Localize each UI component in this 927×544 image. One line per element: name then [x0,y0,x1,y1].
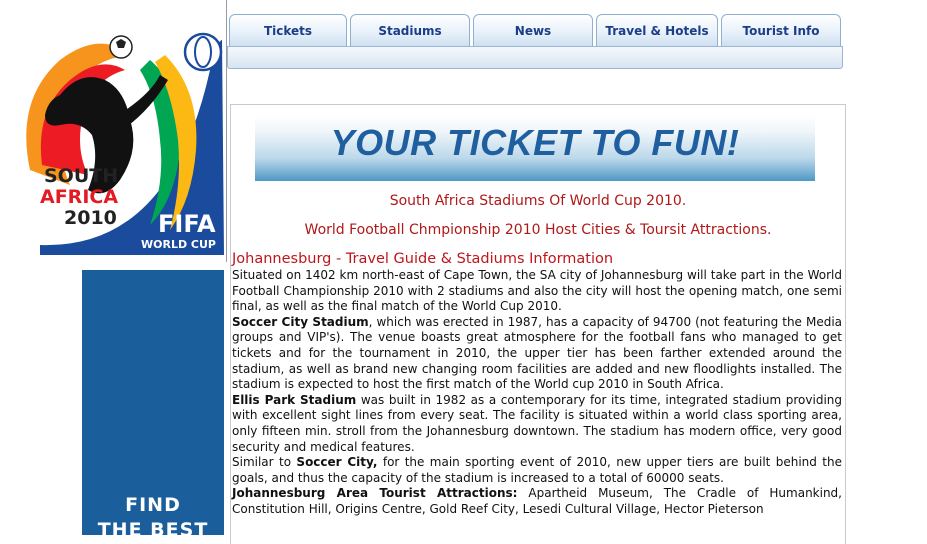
ticket-banner[interactable] [255,116,815,181]
page-subtitle-stadiums: South Africa Stadiums Of World Cup 2010. [389,193,687,209]
promo-text-find: FIND [125,494,181,516]
tab-stadiums[interactable]: Stadiums [350,14,470,46]
attractions-text: Apartheid Museum, The Cradle of Humankind, Constitution Hill, Origins Centre, Gold Reef City, Lesedi Cultural Village, Hector Pieterson [232,486,842,516]
banner-title: YOUR TICKET TO FUN! [330,122,740,163]
attractions-label: Johannesburg Area Tourist Attractions: [232,486,518,501]
tab-tourist-info[interactable]: Tourist Info [721,14,841,46]
logo-text-world-cup: WORLD CUP [141,238,216,251]
main-content [230,104,846,544]
stadium-name-soccer-city: Soccer City Stadium [232,314,369,329]
article-paragraph-upgrades [232,455,842,486]
logo-text-africa: AFRICA [40,186,119,208]
upgrades-text-a: Similar to [232,455,297,470]
stadium-name-ellis-park: Ellis Park Stadium [232,392,357,407]
article-paragraph-attractions [232,486,842,517]
ellis-park-text: was built in 1982 as a contemporary for its time, integrated stadium providing with excellent sight lines from every seat. The facility is situated within a world class sporting area, only fifteen min. stroll from the Johannesburg downtown. The stadium has modern office, very good security and medical features. [232,392,842,454]
logo-text-year: 2010 [64,207,117,229]
article-paragraph-intro: Situated on 1402 km north-east of Cape Town, the SA city of Johannesburg will take part in the World Football Championship 2010 with 2 stadiums and also the city will host the opening match, one semi final, as well as the final match of the World Cup 2010. [232,268,842,314]
world-cup-logo[interactable] [0,0,226,262]
logo-divider [226,0,227,262]
logo-text-south: SOUTH [44,165,119,187]
soccer-city-text: , which was erected in 1987, has a capacity of 94700 (not featuring the Media groups and VIP's). The venue boasts great atmosphere for the football fans who managed to get tickets and for the tournament in 2010, the upper tier has been farther extended around the stadium, as well as brand new changing room facilities are added and new floodlights installed. The stadium is expected to host the first match of the World cup 2010 in South Africa. [232,314,843,392]
article-body [232,268,842,518]
page-subtitle-host-cities: World Football Chmpionship 2010 Host Cities & Toursit Attractions. [304,222,772,238]
article-paragraph-soccer-city [232,315,842,393]
nav-subbar [227,46,843,69]
promo-panel[interactable] [82,270,224,535]
article-paragraph-ellis-park [232,393,842,455]
promo-text-best: THE BEST [97,519,209,535]
upgrades-text-b: for the main sporting event of 2010, new upper tiers are built behind the goals, and thus the capacity of the stadium is increased to a total of 60000 seats. [232,455,842,485]
section-title: Johannesburg - Travel Guide & Stadiums Information [232,251,614,267]
tab-news[interactable]: News [473,14,593,46]
tab-tickets[interactable]: Tickets [229,14,347,46]
logo-text-fifa: FIFA [158,210,216,238]
upgrades-bold: Soccer City, [296,455,378,470]
tab-travel-hotels[interactable]: Travel & Hotels [596,14,718,46]
